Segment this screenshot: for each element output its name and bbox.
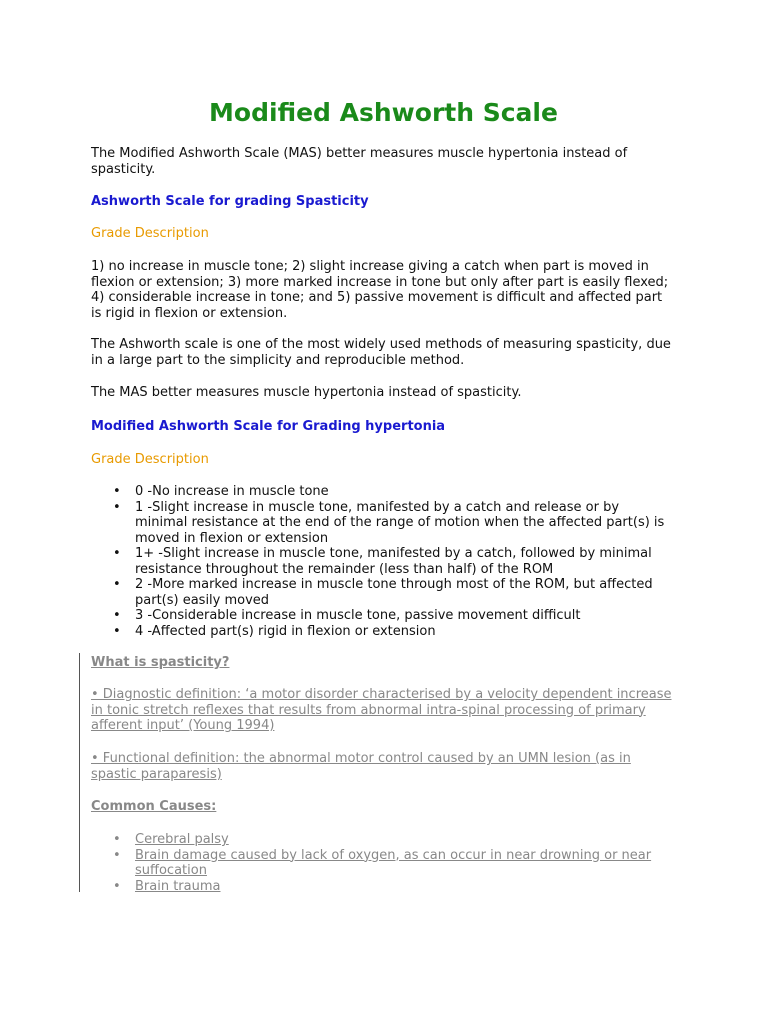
list-item: • 2 -More marked increase in muscle tone through most of the ROM, but affected part(s) easily moved	[113, 577, 653, 608]
section1-para1: The Ashworth scale is one of the most widely used methods of measuring spasticity, due in a large part to the simplicity and reproducible method.	[91, 337, 671, 368]
list-item[interactable]: • Brain trauma	[113, 878, 221, 894]
page-title: Modified Ashworth Scale	[209, 98, 558, 127]
list-item: • 1 -Slight increase in muscle tone, manifested by a catch and release or by minimal resistance at the end of the range of motion when the affected part(s) is moved in flexion or extension	[113, 499, 665, 546]
causes-list	[91, 832, 671, 894]
causes-heading[interactable]: Common Causes:	[91, 799, 217, 814]
section1-grades-text: 1) no increase in muscle tone; 2) slight increase giving a catch when part is moved in flexion or extension; 3) more marked increase in tone but only after part is easily flexed; 4) considerable increase in tone; and 5) passive movement is difficult and affected part is rigid in flexion or extension.	[91, 259, 669, 321]
section1-para2: The MAS better measures muscle hypertonia instead of spasticity.	[91, 385, 522, 400]
bullet-icon: •	[113, 878, 121, 894]
list-item[interactable]: • Cerebral palsy	[113, 832, 229, 847]
section2-heading: Modified Ashworth Scale for Grading hypertonia	[91, 419, 446, 434]
list-item: • 0 -No increase in muscle tone	[113, 484, 329, 499]
bullet-icon: •	[113, 499, 121, 515]
list-item[interactable]: • Brain damage caused by lack of oxygen, as can occur in near drowning or near suffocation	[113, 847, 652, 878]
diagnostic-definition[interactable]: • Diagnostic definition: ‘a motor disorder characterised by a velocity dependent increase in tonic stretch reflexes that results from abnormal intra-spinal processing of primary afferent input’ (Young 1994)	[91, 687, 672, 733]
bullet-icon: •	[113, 577, 121, 592]
section2-grade-label: Grade Description	[91, 452, 209, 467]
section1-grade-label: Grade Description	[91, 226, 209, 241]
functional-definition[interactable]: • Functional definition: the abnormal motor control caused by an UMN lesion (as in spastic paraparesis)	[91, 751, 631, 782]
bullet-icon: •	[113, 832, 121, 847]
list-item: • 4 -Affected part(s) rigid in flexion or extension	[113, 623, 436, 639]
bullet-icon: •	[113, 847, 121, 863]
intro-paragraph: The Modified Ashworth Scale (MAS) better measures muscle hypertonia instead of spasticity.	[91, 146, 628, 177]
spasticity-heading[interactable]: What is spasticity?	[91, 655, 230, 670]
blockquote-bar	[79, 653, 80, 892]
bullet-icon: •	[113, 484, 121, 499]
list-item: • 3 -Considerable increase in muscle tone, passive movement difficult	[113, 608, 581, 623]
grades-list	[91, 484, 671, 639]
list-item: • 1+ -Slight increase in muscle tone, manifested by a catch, followed by minimal resistance throughout the remainder (less than half) of the ROM	[113, 546, 652, 577]
bullet-icon: •	[113, 623, 121, 639]
bullet-icon: •	[113, 608, 121, 623]
section1-heading: Ashworth Scale for grading Spasticity	[91, 194, 369, 209]
bullet-icon: •	[113, 546, 121, 561]
